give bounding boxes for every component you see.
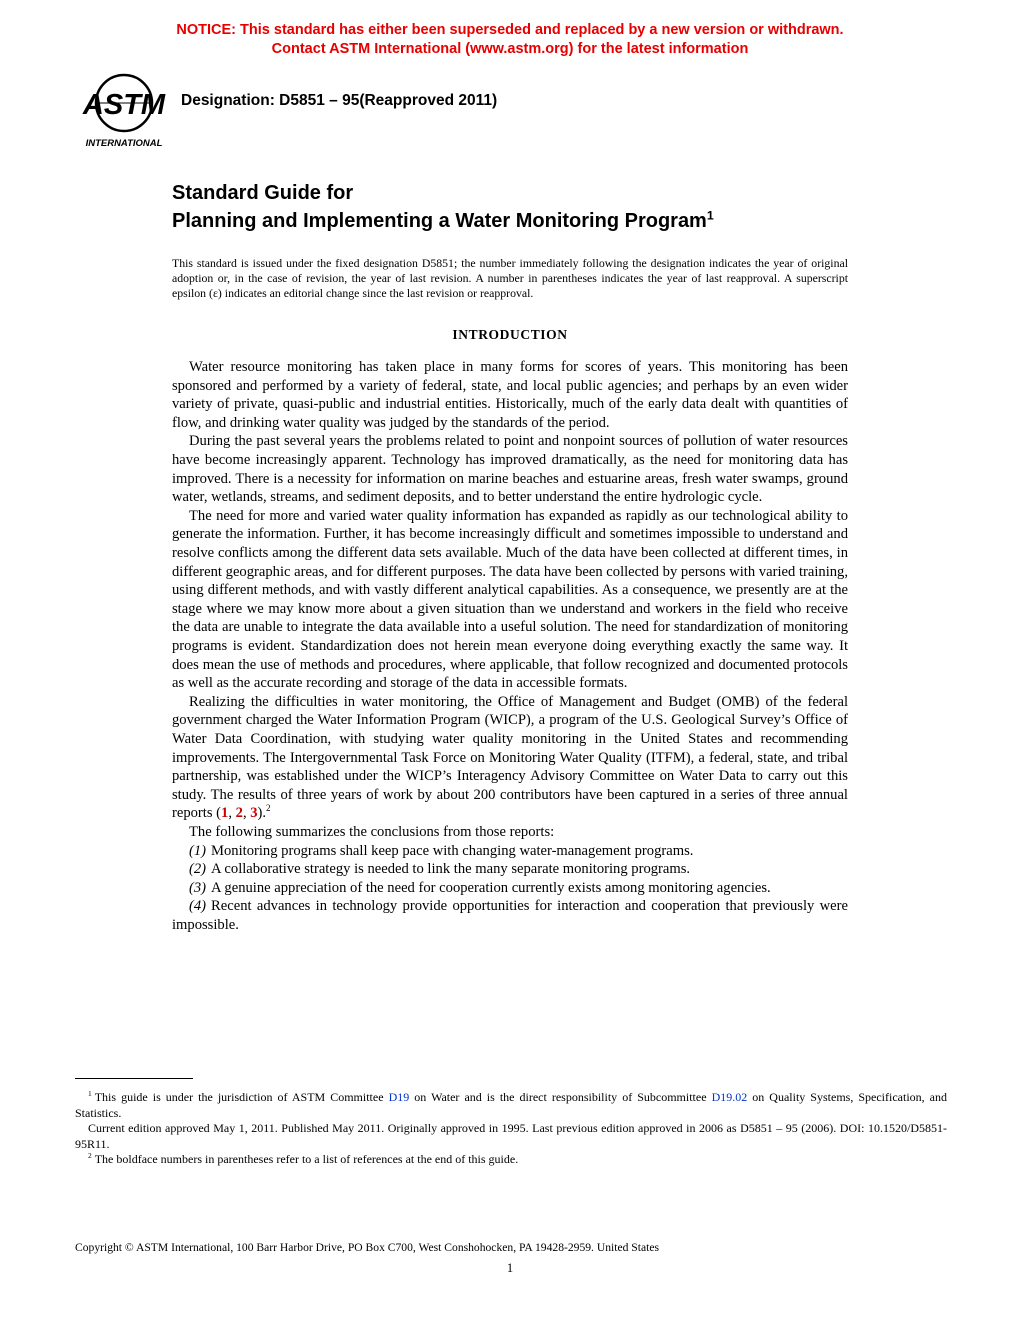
footnote-divider: [75, 1078, 193, 1079]
summary-lead: The following summarizes the conclusions from those reports:: [189, 823, 555, 840]
paragraph-text: ).: [257, 805, 267, 822]
intro-paragraph-1: Water resource monitoring has taken place in many forms for scores of years. This monitoring has been sponsored and performed by a variety of federal, state, and local public agencies; and perhaps by an even wider variety of private, quasi-public and industrial entities. Historically, much of the early data dealt with quantities of flow, and drinking water quality was judged by the standards of the period.: [172, 359, 848, 431]
conclusion-item-2: [172, 860, 848, 879]
reference-separator: ,: [228, 805, 236, 822]
conclusion-text: Recent advances in technology provide opportunities for interaction and cooperation that previously were impossible.: [172, 898, 848, 933]
footnotes-section: [75, 1090, 947, 1168]
reference-link-3[interactable]: 3: [250, 805, 258, 822]
superseded-notice: [0, 0, 1020, 58]
conclusion-number: (2): [189, 861, 207, 878]
notice-line-1: NOTICE: This standard has either been superseded and replaced by a new version or withdrawn.: [176, 22, 844, 38]
main-column: [172, 179, 848, 934]
document-title: [172, 179, 848, 235]
intro-paragraph-2: During the past several years the problems related to point and nonpoint sources of pollution of water resources have become increasingly apparent. Technology has improved dramatically, as the need for monitoring data has improved. There is a necessity for information on marine beaches and estuarine areas, fresh water swamps, ground water, wetlands, streams, and sediment deposits, and to better understand the entire hydrologic cycle.: [172, 433, 848, 506]
paragraph-text: Realizing the difficulties in water monitoring, the Office of Management and Budget (OMB) of the federal government charged the Water Information Program (WICP), a program of the U.S. Geological Survey’s Office of Water Data Coordination, with studying water quality monitoring in the United States and recommending improvements. The Intergovernmental Task Force on Monitoring Water Quality (ITFM), a federal, state, and tribal partnership, was established under the WICP’s Interagency Advisory Committee on Water Data to carry out this study. The results of three years of work by about 200 contributors have been captured in a series of three annual reports (: [172, 693, 848, 822]
title-line-1: Standard Guide for: [172, 182, 354, 205]
conclusion-item-1: [172, 842, 848, 861]
conclusion-number: (4): [189, 898, 207, 915]
reference-link-1[interactable]: 1: [221, 805, 229, 822]
conclusion-text: A collaborative strategy is needed to link the many separate monitoring programs.: [211, 861, 691, 878]
conclusion-text: A genuine appreciation of the need for cooperation currently exists among monitoring agencies.: [211, 879, 771, 896]
astm-logo: [75, 70, 173, 155]
logo-subtitle-text: INTERNATIONAL: [85, 138, 163, 150]
conclusion-number: (3): [189, 879, 207, 896]
footnote-text: on Quality Systems, Specification, and Statistics.: [75, 1090, 948, 1120]
title-line-2-text: Planning and Implementing a Water Monitoring Program: [172, 210, 707, 233]
footnote-text: This guide is under the jurisdiction of ASTM Committee: [94, 1090, 389, 1104]
introduction-body: [172, 358, 848, 934]
introduction-heading: INTRODUCTION: [452, 327, 568, 343]
logo-acronym-text: ASTM: [82, 89, 166, 122]
footnote-1: [75, 1090, 947, 1121]
page-number: 1: [506, 1261, 514, 1275]
astm-logo-graphic: [75, 70, 173, 150]
footnote-text: on Water and is the direct responsibility of Subcommittee: [409, 1090, 712, 1104]
reference-link-2[interactable]: 2: [235, 805, 243, 822]
footnote-2-marker: 2: [88, 1151, 92, 1161]
designation: Designation: D5851 – 95(Reapproved 2011): [181, 92, 498, 110]
committee-link-d19[interactable]: D19: [388, 1090, 410, 1104]
footnote-text: The boldface numbers in parentheses refer to a list of references at the end of this guide.: [94, 1152, 519, 1167]
conclusion-item-3: [172, 879, 848, 898]
subcommittee-link-d19-02[interactable]: D19.02: [711, 1090, 748, 1104]
conclusion-item-4: [172, 897, 848, 934]
intro-paragraph-3: The need for more and varied water quality information has expanded as rapidly as our technological ability to generate the information. Further, it has become increasingly difficult and sometimes impossible to understand and resolve conflicts among the different data sets available. Much of the data have been collected at different times, in different geographic areas, and for different purposes. The data have been collected by persons with varied training, using different methods, and with vastly different analytical capabilities. As a consequence, we presently are at the stage where we may know more about a given situation than we understand and workers in the field who receive the data are unable to integrate the data available into a useful solution. The need for standardization of monitoring programs is evident. Standardization does not herein mean everyone doing everything exactly the same way. It does mean the use of methods and procedures, where applicable, that follow recognized and documented protocols as well as the accurate recording and storage of the data in accessible formats.: [172, 507, 848, 692]
conclusion-text: Monitoring programs shall keep pace with changing water-management programs.: [211, 842, 694, 859]
footnote-2-reference-marker: 2: [266, 803, 271, 814]
standard-preamble: This standard is issued under the fixed designation D5851; the number immediately following the designation indicates the year of original adoption or, in the case of revision, the year of last revision. A number in parentheses indicates the year of last reapproval. A superscript epsilon (ε) indicates an editorial change since the last revision or reapproval.: [172, 256, 848, 301]
notice-line-2: Contact ASTM International (www.astm.org) for the latest information: [271, 40, 749, 57]
footnote-2: [75, 1152, 947, 1168]
title-footnote-marker: 1: [706, 208, 714, 223]
title-line-2: [172, 207, 848, 235]
footnote-1-marker: 1: [88, 1089, 92, 1098]
edition-note: Current edition approved May 1, 2011. Published May 2011. Originally approved in 1995. Last previous edition approved in 2006 as D5851 – 95 (2006). DOI: 10.1520/D5851-95R11.: [75, 1121, 947, 1151]
reference-separator: ,: [242, 805, 251, 822]
copyright-line: Copyright © ASTM International, 100 Barr Harbor Drive, PO Box C700, West Conshohocken, PA 19428-2959. United States: [75, 1241, 659, 1254]
conclusion-number: (1): [189, 842, 207, 859]
intro-paragraph-4: [172, 693, 848, 823]
document-header: [75, 70, 945, 155]
